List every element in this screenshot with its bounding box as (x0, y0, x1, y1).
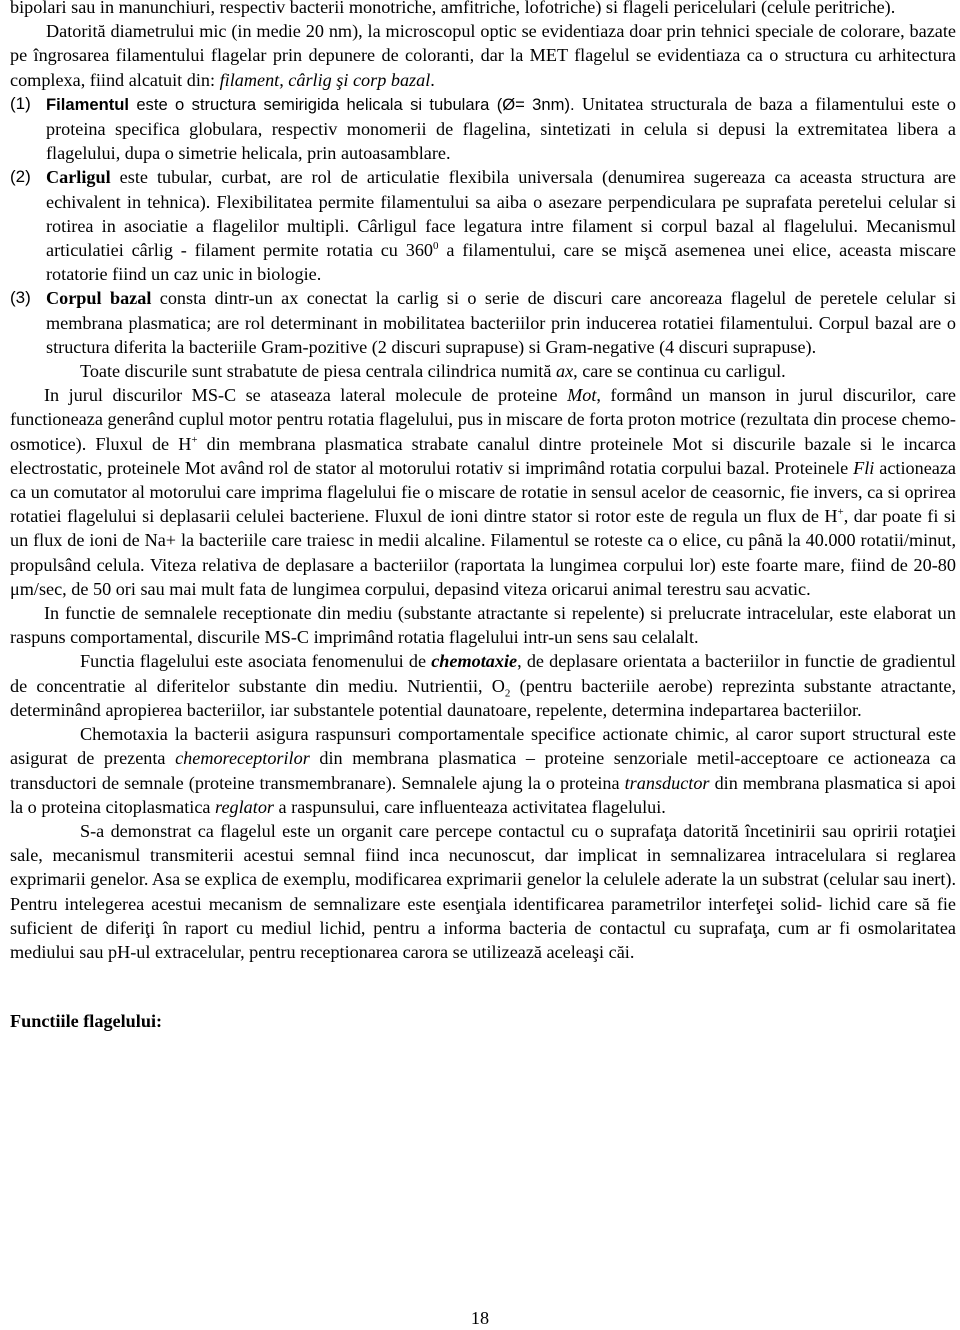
paragraph-mot-proteins (10, 383, 956, 601)
section-heading-functions: Functiile flagelului: (10, 1011, 163, 1032)
proton-superscript-1: + (191, 433, 198, 446)
term-filament: Filamentul (46, 94, 129, 114)
flagellum-parts-italic: filament, cârlig şi corp bazal (219, 69, 431, 90)
discs-text-a: Toate discurile sunt strabatute de piesa centrala cilindrica numită (80, 361, 556, 382)
receptors-text-1: Chemotaxia la bacterii asigura raspunsuri comportamentale specifice actionate chimic, al caror suport structural este asigurat de prezenta (10, 724, 956, 769)
mot-text-4: actioneaza ca un comutator al motorului care imprima flagelului fie o miscare de rotatie in sensul acelor de ceasornic, fie invers, ca si oprirea rotatiei flagelului si deplasarii celulei bacteriene. Fluxul de ioni dintre stator si rotor este de regula un flux de H (10, 457, 956, 527)
chemotaxis-text-2: , de deplasare orientata a bacteriilor in functie de gradientul de concentratie al diferitelor substante din mediu. Nutrientii, O (10, 651, 956, 696)
oxygen-subscript: 2 (504, 687, 511, 700)
list-item-basal-body (10, 286, 956, 359)
chemoreceptors-italic: chemoreceptorilor (175, 748, 310, 769)
list-item-hook (10, 165, 956, 286)
chemotaxis-term: chemotaxie (431, 651, 518, 672)
paragraph-chemoreceptors (10, 722, 956, 819)
mot-text-1: In jurul discurilor MS-C se ataseaza lateral molecule de proteine (44, 385, 568, 406)
period: . (430, 69, 435, 90)
chemotaxis-text-3: (pentru bacteriile aerobe) reprezinta substante atractante, determinând apropierea bacteriilor, iar substantele potential daunatoare, repelente, determina indepartarea bacteriilor. (10, 675, 957, 720)
page-number: 18 (470, 1308, 490, 1328)
reglator-italic: reglator (215, 796, 274, 817)
list-marker-2: (2) (10, 167, 31, 187)
term-basal-body: Corpul bazal (46, 288, 152, 309)
mot-text-2: , formând un manson in jurul discurilor, care functioneaza generând cuplul motor pentru rotatia flagelului, pus in miscare de forta proton motrice (rezultata din procese chemo-osmotice). Fluxul de H (10, 385, 956, 454)
axis-italic: ax (555, 361, 574, 382)
paragraph-microscopy (10, 19, 956, 92)
fli-italic: Fli (853, 457, 875, 478)
mot-text-3: din membrana plasmatica strabate canalul dintre proteinele Mot si discurile bazale si le incarca electrostatic, proteinele Mot având rol de stator al motorului rotativ si imprimând rotatia corpului bazal. Proteinele (10, 433, 956, 478)
receptors-text-2: din membrana plasmatica – proteine senzoriale metil-acceptoare ce actioneaza ca transductori de semnale (proteine transmembranare). Semnalele ajung la o proteina (10, 748, 956, 793)
paragraph-intro-continued: bipolari sau in manunchiuri, respectiv bacterii monotriche, amfitriche, lofotriche) si flageli pericelulari (celule peritriche). (10, 0, 896, 17)
chemotaxis-text-1: Functia flagelului este asociata fenomenului de (80, 651, 432, 672)
paragraph-signals: In functie de semnalele receptionate din mediu (substante atractante si repelente) si prelucrate intracelular, este elaborat un raspuns comportamental, discurile MS-C imprimând rotatia flagelului intr-un sens sau celalalt. (10, 603, 956, 648)
filament-definition: este o structura semirigida helicala si tubulara (Ø= 3nm). (128, 94, 575, 114)
microscopy-text: Datorită diametrului mic (in medie 20 nm), la microscopul optic se evidentiaza doar prin tehnici speciale de colorare, bazate pe îngrosarea filamentului flagelar prin depunere de coloranti, dar la MET flagelul se evidentiaza ca o structura cu arhitectura complexa, fiind alcatuit din: (10, 21, 956, 90)
receptors-text-3: din membrana plasmatica si apoi la o proteina citoplasmatica (10, 772, 956, 817)
mot-italic: Mot (567, 385, 597, 406)
paragraph-surface-contact: S-a demonstrat ca flagelul este un organit care percepe contactul cu o suprafaţa datorită încetinirii sau opririi rotaţiei sale, mecanismul transmiterii acestui semnal fiind inca necunoscut, dar implicat in semnalizarea intracelulara si reglarea exprimarii genelor. Asa se explica de exemplu, modificarea exprimarii genelor la celulele aderate la un substrat (celular sau inert). Pentru intelegerea acestui mecanism de semnalizare este esenţiala identificarea parametrilor interfeţei solid- lichid care să fie suficient de diferiţi în raport cu mediul lichid, pentru a informa bacteria de contactul cu suprafaţa, cum ar fi osmolaritatea mediului sau pH-ul extracelular, pentru receptionarea carora se utilizează aceleaşi căi. (10, 820, 956, 962)
discs-text-b: , care se continua cu carligul. (573, 361, 786, 382)
term-hook: Carligul (46, 167, 111, 188)
paragraph-discs (10, 359, 956, 383)
proton-superscript-2: + (837, 506, 844, 519)
transductor-italic: transductor (624, 772, 710, 793)
hook-description-b: a filamentului, care se mişcă asemenea unei elice, aceasta miscare rotatorie fiind un caz unic in biologie. (46, 240, 956, 285)
mot-text-5: , dar poate fi si un flux de ioni de Na+ la bacteriile care traiesc in medii alcaline. Filamentul se roteste ca o elice, cu până la 40.000 rotatii/minut, propulsând celula. Viteza relativa de deplasare a bacteriilor (raportata la lungimea corpului lor) este foarte mare, fiind de 20-80 μm/sec, de 50 ori sau mai mult fata de lungimea corpului, depasind viteza oricarui animal terestru sau acvatic. (10, 506, 956, 599)
list-marker-3: (3) (10, 288, 31, 308)
receptors-text-4: a raspunsului, care influenteaza activitatea flagelului. (274, 796, 666, 817)
hook-description-a: este tubular, curbat, are rol de articulatie flexibila universala (denumirea sugereaza ca aceasta structura are echivalent in tehnica). Flexibilitatea permite filamentului sa aiba o asezare perpendiculara pe suprafata peretelui celular si rotirea in asociatie a flagelilor multipli. Cârligul face legatura intre filament si corpul bazal al flagelului. Mecanismul articulatiei cârlig - filament permite rotatia cu 360 (46, 167, 956, 261)
document-page (10, 0, 956, 1033)
list-item-filament (10, 92, 956, 166)
filament-description: Unitatea structurala de baza a filamentului este o proteina specifica globulara, respectiv monomerii de flagelina, sintetizati in celula si depusi la extremitatea libera a flagelului, dupa o simetrie helicala, prin autoasamblare. (46, 93, 956, 164)
degree-superscript: 0 (433, 239, 439, 252)
list-marker-1: (1) (10, 93, 31, 113)
paragraph-chemotaxis (10, 649, 956, 722)
basal-body-description: consta dintr-un ax conectat la carlig si o serie de discuri care ancoreaza flagelul de peretele celular si membrana plasmatica; are rol determinant in mobilitatea bacteriilor prin inducerea rotatiei filamentului. Corpul bazal are o structura diferita la bacteriile Gram-pozitive (2 discuri suprapuse) si Gram-negative (4 discuri suprapuse). (46, 288, 957, 357)
